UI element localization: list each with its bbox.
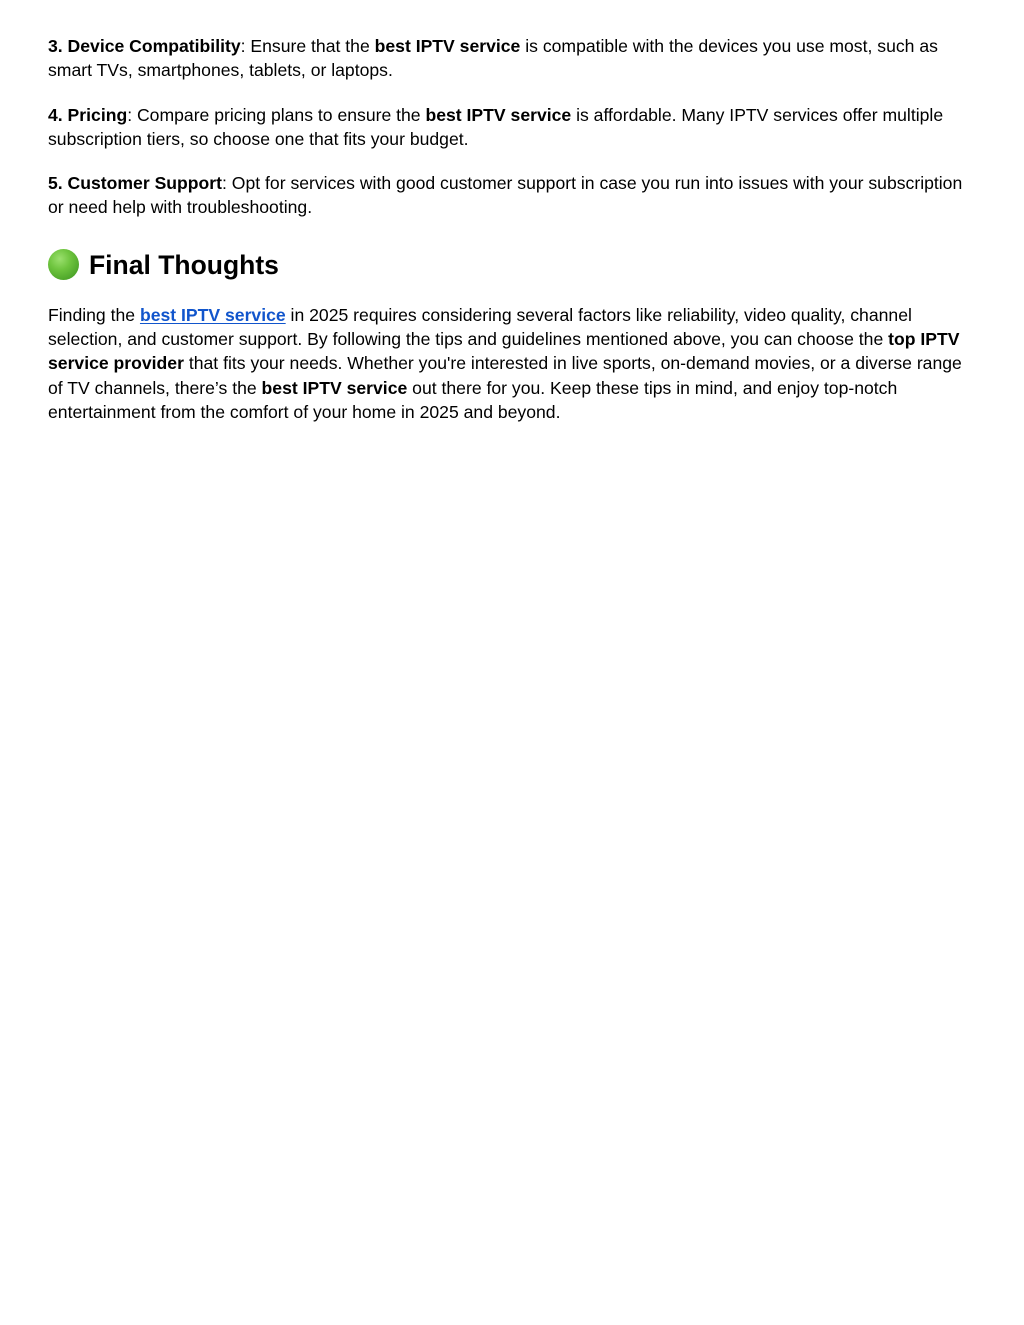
green-circle-icon: [48, 249, 79, 280]
final-thoughts-heading: [48, 248, 976, 282]
tip-device-compatibility: [48, 34, 976, 83]
tip-text: : Ensure that the: [240, 36, 375, 56]
tip-pricing: [48, 103, 976, 152]
paragraph-text: Finding the: [48, 304, 140, 325]
paragraph-text: that fits your needs. Whether you're interested in live sports, on-demand movies, or a diverse range of TV channels, there’s the: [48, 353, 962, 398]
tip-text: : Compare pricing plans to ensure the: [127, 104, 426, 125]
tip-text: : Opt for services with good customer support in case you run into issues with your subscription or need help with troubleshooting.: [48, 173, 963, 218]
tip-term: 3. Device Compatibility: [48, 36, 241, 56]
heading-text: Final Thoughts: [89, 249, 279, 280]
keyword-emphasis: best IPTV service: [374, 36, 521, 56]
tip-customer-support: [48, 171, 976, 220]
final-thoughts-paragraph: [48, 303, 976, 424]
paragraph-text: in 2025 requires considering several factors like reliability, video quality, channel selection, and customer support. By following the tips and guidelines mentioned above, you can choose the: [48, 304, 912, 350]
paragraph-text: out there for you. Keep these tips in mind, and enjoy top-notch entertainment from the comfort of your home in 2025 and beyond.: [48, 377, 898, 422]
tip-term: 5. Customer Support: [48, 173, 222, 194]
keyword-emphasis: top IPTV service provider: [48, 329, 960, 374]
tip-term: 4. Pricing: [48, 104, 128, 125]
tip-text: is affordable. Many IPTV services offer multiple subscription tiers, so choose one that fits your budget.: [48, 104, 944, 149]
best-iptv-service-link[interactable]: best IPTV service: [139, 304, 286, 325]
tip-text: is compatible with the devices you use most, such as smart TVs, smartphones, tablets, or laptops.: [48, 36, 938, 81]
keyword-emphasis: best IPTV service: [261, 377, 408, 398]
keyword-emphasis: best IPTV service: [425, 104, 572, 125]
